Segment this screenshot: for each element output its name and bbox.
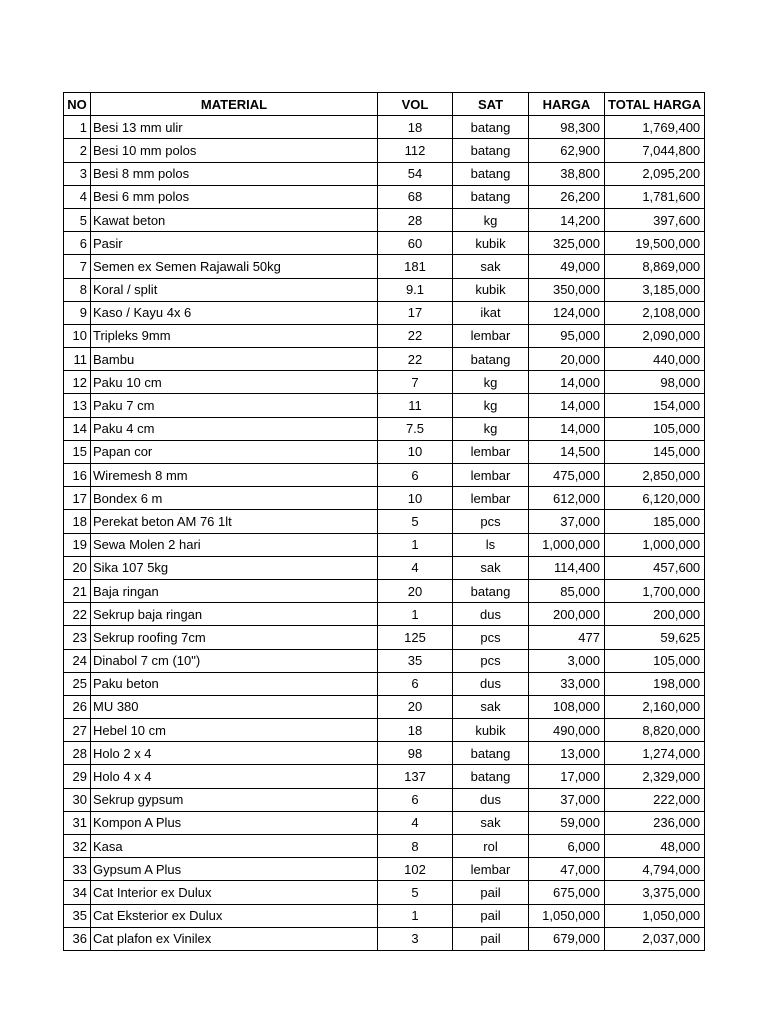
cell-harga: 85,000 — [529, 579, 605, 602]
table-row — [64, 139, 705, 162]
cell-harga: 47,000 — [529, 858, 605, 881]
cell-harga: 350,000 — [529, 278, 605, 301]
cell-no: 20 — [64, 556, 91, 579]
table-row — [64, 324, 705, 347]
cell-sat: ls — [453, 533, 529, 556]
cell-sat: batang — [453, 765, 529, 788]
cell-vol: 6 — [378, 672, 453, 695]
cell-no: 17 — [64, 487, 91, 510]
cell-vol: 5 — [378, 510, 453, 533]
cell-harga: 114,400 — [529, 556, 605, 579]
cell-sat: batang — [453, 579, 529, 602]
cell-total-harga: 8,869,000 — [605, 255, 705, 278]
cell-sat: sak — [453, 811, 529, 834]
cell-harga: 475,000 — [529, 464, 605, 487]
cell-harga: 37,000 — [529, 788, 605, 811]
cell-vol: 10 — [378, 487, 453, 510]
cell-sat: kg — [453, 417, 529, 440]
cell-harga: 62,900 — [529, 139, 605, 162]
cell-total-harga: 6,120,000 — [605, 487, 705, 510]
cell-total-harga: 457,600 — [605, 556, 705, 579]
cell-sat: dus — [453, 788, 529, 811]
cell-material: Dinabol 7 cm (10") — [91, 649, 378, 672]
cell-no: 1 — [64, 116, 91, 139]
cell-vol: 1 — [378, 603, 453, 626]
cell-harga: 14,000 — [529, 371, 605, 394]
cell-material: Tripleks 9mm — [91, 324, 378, 347]
cell-harga: 1,000,000 — [529, 533, 605, 556]
cell-vol: 3 — [378, 927, 453, 950]
cell-sat: pcs — [453, 510, 529, 533]
cell-no: 29 — [64, 765, 91, 788]
cell-no: 24 — [64, 649, 91, 672]
cell-vol: 112 — [378, 139, 453, 162]
cell-material: Papan cor — [91, 440, 378, 463]
cell-vol: 22 — [378, 348, 453, 371]
cell-sat: pcs — [453, 649, 529, 672]
cell-no: 27 — [64, 719, 91, 742]
cell-no: 3 — [64, 162, 91, 185]
cell-sat: batang — [453, 139, 529, 162]
cell-no: 25 — [64, 672, 91, 695]
cell-no: 10 — [64, 324, 91, 347]
cell-harga: 325,000 — [529, 232, 605, 255]
cell-vol: 102 — [378, 858, 453, 881]
cell-total-harga: 2,160,000 — [605, 695, 705, 718]
cell-sat: pail — [453, 881, 529, 904]
cell-harga: 95,000 — [529, 324, 605, 347]
cell-vol: 181 — [378, 255, 453, 278]
table-row — [64, 440, 705, 463]
cell-no: 2 — [64, 139, 91, 162]
cell-material: Kompon A Plus — [91, 811, 378, 834]
cell-total-harga: 2,095,200 — [605, 162, 705, 185]
table-row — [64, 533, 705, 556]
cell-harga: 108,000 — [529, 695, 605, 718]
table-row — [64, 301, 705, 324]
table-row — [64, 255, 705, 278]
cell-sat: batang — [453, 742, 529, 765]
cell-sat: sak — [453, 255, 529, 278]
cell-sat: ikat — [453, 301, 529, 324]
cell-total-harga: 185,000 — [605, 510, 705, 533]
cell-total-harga: 98,000 — [605, 371, 705, 394]
cell-sat: kg — [453, 371, 529, 394]
cell-no: 21 — [64, 579, 91, 602]
cell-material: Holo 4 x 4 — [91, 765, 378, 788]
cell-material: Pasir — [91, 232, 378, 255]
cell-vol: 18 — [378, 719, 453, 742]
cell-sat: lembar — [453, 464, 529, 487]
cell-total-harga: 198,000 — [605, 672, 705, 695]
cell-harga: 14,000 — [529, 417, 605, 440]
table-row — [64, 742, 705, 765]
cell-total-harga: 3,185,000 — [605, 278, 705, 301]
cell-vol: 68 — [378, 185, 453, 208]
header-no: NO — [64, 93, 91, 116]
cell-no: 30 — [64, 788, 91, 811]
cell-material: Besi 13 mm ulir — [91, 116, 378, 139]
cell-harga: 14,500 — [529, 440, 605, 463]
cell-total-harga: 3,375,000 — [605, 881, 705, 904]
cell-sat: kg — [453, 394, 529, 417]
cell-material: Sika 107 5kg — [91, 556, 378, 579]
cell-vol: 35 — [378, 649, 453, 672]
table-row — [64, 208, 705, 231]
cell-material: Hebel 10 cm — [91, 719, 378, 742]
cell-sat: sak — [453, 556, 529, 579]
cell-harga: 98,300 — [529, 116, 605, 139]
table-row — [64, 185, 705, 208]
table-row — [64, 626, 705, 649]
cell-sat: batang — [453, 162, 529, 185]
cell-material: Paku 4 cm — [91, 417, 378, 440]
cell-total-harga: 2,090,000 — [605, 324, 705, 347]
table-row — [64, 348, 705, 371]
cell-vol: 1 — [378, 904, 453, 927]
cell-total-harga: 105,000 — [605, 417, 705, 440]
material-cost-sheet — [63, 92, 705, 951]
table-row — [64, 417, 705, 440]
cell-vol: 28 — [378, 208, 453, 231]
cell-sat: batang — [453, 185, 529, 208]
cell-no: 28 — [64, 742, 91, 765]
cell-harga: 679,000 — [529, 927, 605, 950]
cell-total-harga: 7,044,800 — [605, 139, 705, 162]
cell-material: Holo 2 x 4 — [91, 742, 378, 765]
cell-material: Paku beton — [91, 672, 378, 695]
cell-material: Paku 10 cm — [91, 371, 378, 394]
table-row — [64, 371, 705, 394]
cell-harga: 17,000 — [529, 765, 605, 788]
cell-no: 12 — [64, 371, 91, 394]
cell-vol: 7.5 — [378, 417, 453, 440]
table-body — [64, 116, 705, 951]
cell-vol: 17 — [378, 301, 453, 324]
cell-total-harga: 236,000 — [605, 811, 705, 834]
cell-material: Cat Interior ex Dulux — [91, 881, 378, 904]
cell-sat: dus — [453, 672, 529, 695]
cell-total-harga: 154,000 — [605, 394, 705, 417]
cell-material: Besi 6 mm polos — [91, 185, 378, 208]
table-row — [64, 232, 705, 255]
table-header — [64, 93, 705, 116]
cell-harga: 3,000 — [529, 649, 605, 672]
cell-sat: lembar — [453, 858, 529, 881]
cell-material: Gypsum A Plus — [91, 858, 378, 881]
cell-harga: 124,000 — [529, 301, 605, 324]
cell-total-harga: 145,000 — [605, 440, 705, 463]
cell-vol: 7 — [378, 371, 453, 394]
cell-no: 15 — [64, 440, 91, 463]
cell-harga: 477 — [529, 626, 605, 649]
cell-material: Kaso / Kayu 4x 6 — [91, 301, 378, 324]
cell-vol: 4 — [378, 556, 453, 579]
cell-vol: 18 — [378, 116, 453, 139]
cell-total-harga: 1,000,000 — [605, 533, 705, 556]
table-row — [64, 464, 705, 487]
cell-sat: sak — [453, 695, 529, 718]
material-table — [63, 92, 705, 951]
table-row — [64, 162, 705, 185]
cell-harga: 26,200 — [529, 185, 605, 208]
cell-total-harga: 2,037,000 — [605, 927, 705, 950]
table-row — [64, 719, 705, 742]
cell-vol: 6 — [378, 464, 453, 487]
table-row — [64, 927, 705, 950]
cell-material: Koral / split — [91, 278, 378, 301]
cell-total-harga: 1,700,000 — [605, 579, 705, 602]
cell-total-harga: 200,000 — [605, 603, 705, 626]
cell-no: 31 — [64, 811, 91, 834]
table-row — [64, 556, 705, 579]
table-row — [64, 579, 705, 602]
header-vol: VOL — [378, 93, 453, 116]
cell-total-harga: 2,108,000 — [605, 301, 705, 324]
cell-vol: 60 — [378, 232, 453, 255]
cell-sat: dus — [453, 603, 529, 626]
cell-no: 11 — [64, 348, 91, 371]
cell-material: Besi 10 mm polos — [91, 139, 378, 162]
cell-sat: pcs — [453, 626, 529, 649]
cell-harga: 1,050,000 — [529, 904, 605, 927]
table-row — [64, 765, 705, 788]
cell-harga: 20,000 — [529, 348, 605, 371]
cell-total-harga: 1,050,000 — [605, 904, 705, 927]
cell-sat: rol — [453, 835, 529, 858]
cell-material: Wiremesh 8 mm — [91, 464, 378, 487]
cell-total-harga: 222,000 — [605, 788, 705, 811]
cell-vol: 6 — [378, 788, 453, 811]
cell-harga: 13,000 — [529, 742, 605, 765]
cell-total-harga: 397,600 — [605, 208, 705, 231]
cell-vol: 98 — [378, 742, 453, 765]
table-row — [64, 904, 705, 927]
cell-material: Kawat beton — [91, 208, 378, 231]
cell-no: 14 — [64, 417, 91, 440]
cell-vol: 5 — [378, 881, 453, 904]
cell-total-harga: 2,329,000 — [605, 765, 705, 788]
cell-no: 32 — [64, 835, 91, 858]
cell-harga: 14,200 — [529, 208, 605, 231]
header-row — [64, 93, 705, 116]
table-row — [64, 116, 705, 139]
cell-material: Sekrup baja ringan — [91, 603, 378, 626]
cell-material: Paku 7 cm — [91, 394, 378, 417]
cell-material: Bondex 6 m — [91, 487, 378, 510]
cell-sat: batang — [453, 116, 529, 139]
cell-vol: 54 — [378, 162, 453, 185]
cell-vol: 137 — [378, 765, 453, 788]
cell-no: 23 — [64, 626, 91, 649]
cell-material: Cat Eksterior ex Dulux — [91, 904, 378, 927]
cell-total-harga: 4,794,000 — [605, 858, 705, 881]
cell-total-harga: 1,769,400 — [605, 116, 705, 139]
cell-vol: 20 — [378, 579, 453, 602]
header-total-harga: TOTAL HARGA — [605, 93, 705, 116]
cell-no: 5 — [64, 208, 91, 231]
cell-sat: kubik — [453, 278, 529, 301]
cell-harga: 6,000 — [529, 835, 605, 858]
cell-total-harga: 8,820,000 — [605, 719, 705, 742]
table-row — [64, 788, 705, 811]
header-harga: HARGA — [529, 93, 605, 116]
header-sat: SAT — [453, 93, 529, 116]
table-row — [64, 695, 705, 718]
cell-total-harga: 19,500,000 — [605, 232, 705, 255]
cell-total-harga: 105,000 — [605, 649, 705, 672]
table-row — [64, 278, 705, 301]
cell-sat: lembar — [453, 487, 529, 510]
cell-harga: 675,000 — [529, 881, 605, 904]
cell-harga: 200,000 — [529, 603, 605, 626]
cell-vol: 20 — [378, 695, 453, 718]
cell-no: 35 — [64, 904, 91, 927]
cell-total-harga: 440,000 — [605, 348, 705, 371]
cell-no: 7 — [64, 255, 91, 278]
cell-material: Kasa — [91, 835, 378, 858]
cell-sat: batang — [453, 348, 529, 371]
cell-no: 22 — [64, 603, 91, 626]
cell-sat: kubik — [453, 719, 529, 742]
cell-material: Sewa Molen 2 hari — [91, 533, 378, 556]
cell-harga: 14,000 — [529, 394, 605, 417]
cell-harga: 59,000 — [529, 811, 605, 834]
cell-no: 18 — [64, 510, 91, 533]
cell-harga: 38,800 — [529, 162, 605, 185]
cell-no: 33 — [64, 858, 91, 881]
cell-no: 9 — [64, 301, 91, 324]
cell-vol: 9.1 — [378, 278, 453, 301]
cell-material: Perekat beton AM 76 1lt — [91, 510, 378, 533]
cell-no: 13 — [64, 394, 91, 417]
cell-no: 16 — [64, 464, 91, 487]
cell-harga: 49,000 — [529, 255, 605, 278]
cell-total-harga: 1,274,000 — [605, 742, 705, 765]
cell-total-harga: 1,781,600 — [605, 185, 705, 208]
cell-material: Sekrup roofing 7cm — [91, 626, 378, 649]
cell-harga: 33,000 — [529, 672, 605, 695]
cell-material: Besi 8 mm polos — [91, 162, 378, 185]
table-row — [64, 649, 705, 672]
cell-no: 26 — [64, 695, 91, 718]
table-row — [64, 487, 705, 510]
cell-vol: 125 — [378, 626, 453, 649]
cell-sat: lembar — [453, 324, 529, 347]
header-material: MATERIAL — [91, 93, 378, 116]
cell-vol: 11 — [378, 394, 453, 417]
cell-harga: 37,000 — [529, 510, 605, 533]
cell-no: 19 — [64, 533, 91, 556]
cell-vol: 8 — [378, 835, 453, 858]
table-row — [64, 835, 705, 858]
table-row — [64, 858, 705, 881]
cell-sat: pail — [453, 904, 529, 927]
table-row — [64, 881, 705, 904]
cell-vol: 10 — [378, 440, 453, 463]
cell-no: 4 — [64, 185, 91, 208]
cell-no: 6 — [64, 232, 91, 255]
table-row — [64, 603, 705, 626]
cell-vol: 22 — [378, 324, 453, 347]
cell-sat: lembar — [453, 440, 529, 463]
table-row — [64, 811, 705, 834]
cell-vol: 1 — [378, 533, 453, 556]
cell-material: Baja ringan — [91, 579, 378, 602]
table-row — [64, 510, 705, 533]
cell-total-harga: 59,625 — [605, 626, 705, 649]
cell-no: 8 — [64, 278, 91, 301]
cell-material: Semen ex Semen Rajawali 50kg — [91, 255, 378, 278]
cell-harga: 490,000 — [529, 719, 605, 742]
cell-total-harga: 48,000 — [605, 835, 705, 858]
cell-no: 36 — [64, 927, 91, 950]
cell-total-harga: 2,850,000 — [605, 464, 705, 487]
cell-vol: 4 — [378, 811, 453, 834]
cell-material: Cat plafon ex Vinilex — [91, 927, 378, 950]
cell-material: MU 380 — [91, 695, 378, 718]
cell-material: Bambu — [91, 348, 378, 371]
cell-harga: 612,000 — [529, 487, 605, 510]
cell-material: Sekrup gypsum — [91, 788, 378, 811]
table-row — [64, 394, 705, 417]
cell-sat: kg — [453, 208, 529, 231]
cell-sat: kubik — [453, 232, 529, 255]
table-row — [64, 672, 705, 695]
cell-sat: pail — [453, 927, 529, 950]
cell-no: 34 — [64, 881, 91, 904]
